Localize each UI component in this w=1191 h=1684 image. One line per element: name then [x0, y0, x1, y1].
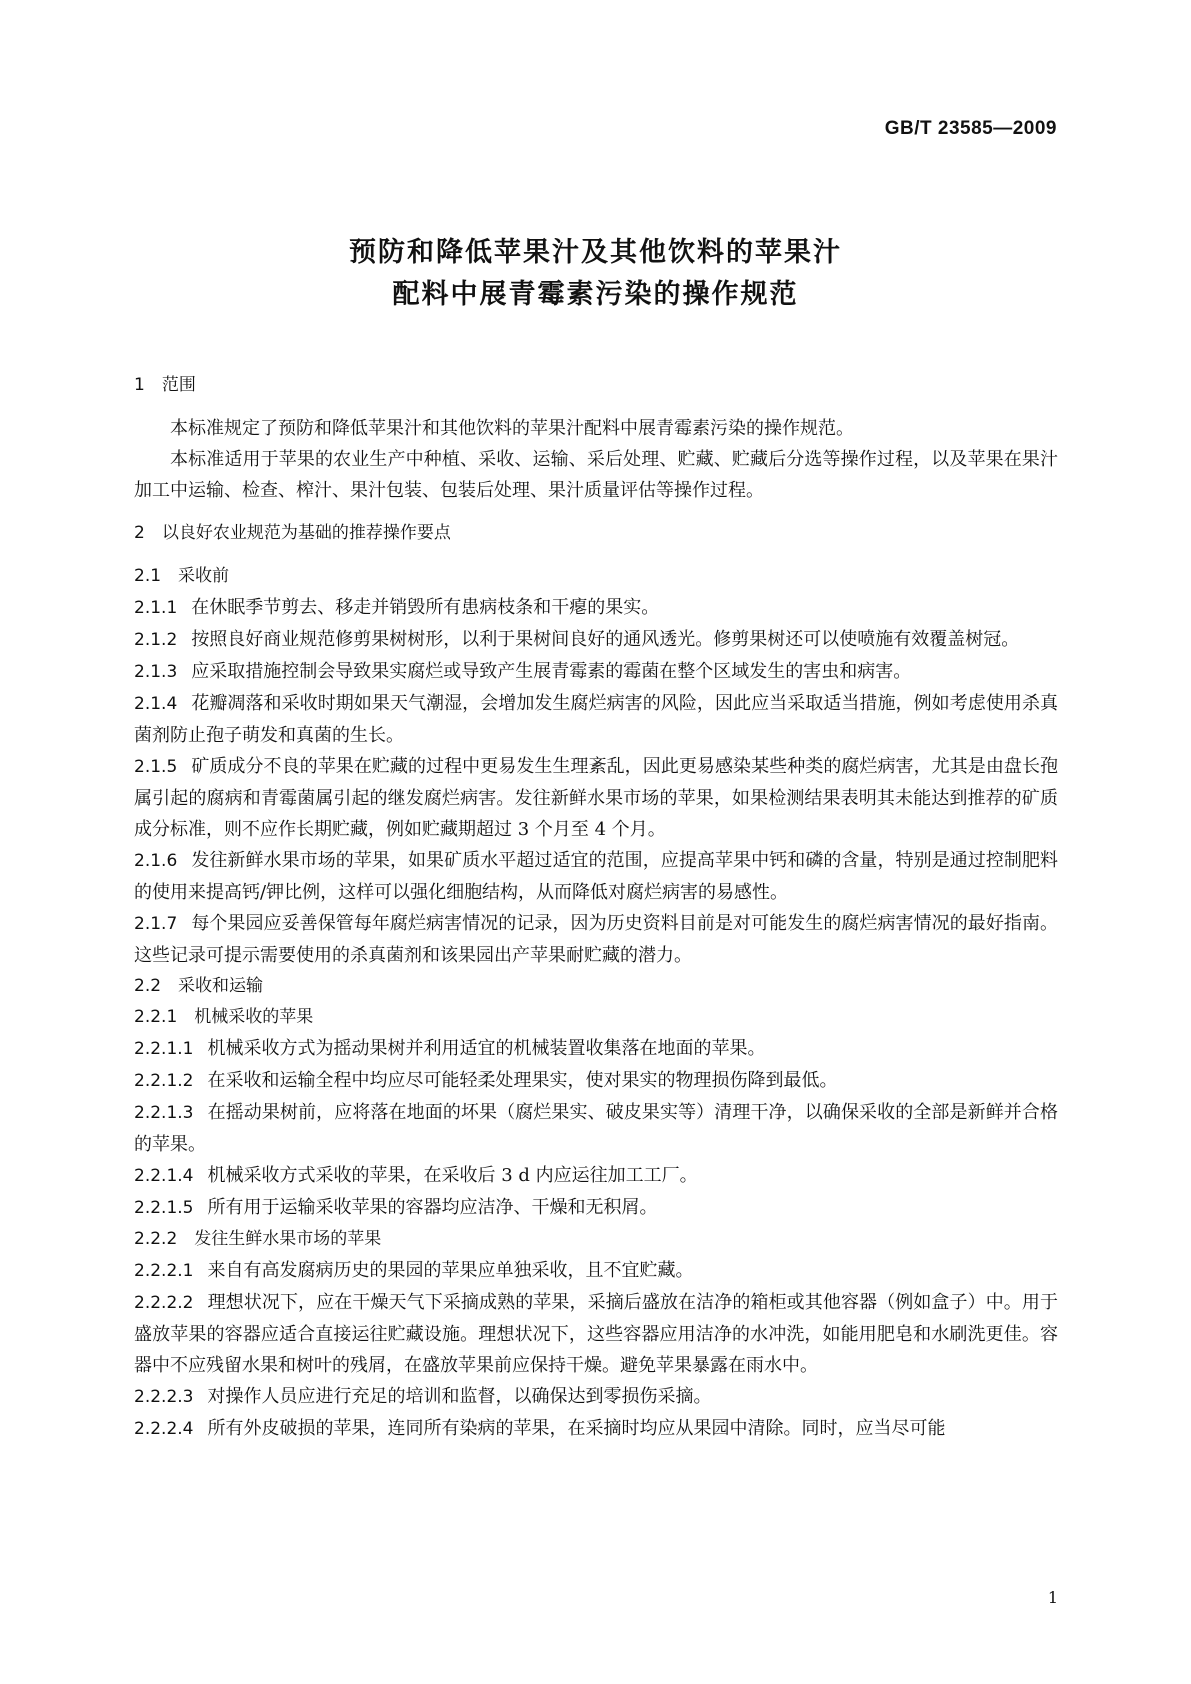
section-1-heading: 1 范围	[134, 375, 196, 395]
section-2-2-1-heading: 2.2.1 机械采收的苹果	[134, 1007, 314, 1027]
clause-number: 2.1.6	[134, 851, 178, 871]
clause	[134, 845, 1058, 908]
clause	[134, 624, 1058, 656]
clause-text: 来自有高发腐病历史的果园的苹果应单独采收，且不宜贮藏。	[207, 1260, 694, 1281]
clause-number: 2.2.1.2	[134, 1071, 194, 1091]
clause-number: 2.2.1.5	[134, 1198, 194, 1218]
clause-text: 每个果园应妥善保管每年腐烂病害情况的记录，因为历史资料目前是对可能发生的腐烂病害情况的最好指南。这些记录可提示需要使用的杀真菌剂和该果园出产苹果耐贮藏的潜力。	[134, 913, 1058, 966]
clause	[134, 1255, 1058, 1287]
document-title	[0, 232, 1191, 316]
page-number: 1	[1047, 1588, 1058, 1607]
section-2-2-heading: 2.2 采收和运输	[134, 976, 264, 996]
paragraph: 本标准适用于苹果的农业生产中种植、采收、运输、采后处理、贮藏、贮藏后分选等操作过程，以及苹果在果汁加工中运输、检查、榨汁、果汁包装、包装后处理、果汁质量评估等操作过程。	[134, 449, 1058, 501]
clause-number: 2.2.1.1	[134, 1039, 194, 1059]
clause	[134, 1192, 1058, 1224]
paragraph: 本标准规定了预防和降低苹果汁和其他饮料的苹果汁配料中展青霉素污染的操作规范。	[170, 418, 854, 439]
section-2-2-2-heading: 2.2.2 发往生鲜水果市场的苹果	[134, 1229, 382, 1249]
clause	[134, 751, 1058, 845]
clause-text: 矿质成分不良的苹果在贮藏的过程中更易发生生理紊乱，因此更易感染某些种类的腐烂病害，尤其是由盘长孢属引起的腐病和青霉菌属引起的继发腐烂病害。发往新鲜水果市场的苹果，如果检测结果表明其未能达到推荐的矿质成分标准，则不应作长期贮藏，例如贮藏期超过 3 个月至 4 个月。	[134, 756, 1058, 840]
clause-number: 2.2.1.4	[134, 1166, 194, 1186]
clause	[134, 1097, 1058, 1160]
clause-text: 所有外皮破损的苹果，连同所有染病的苹果，在采摘时均应从果园中清除。同时，应当尽可能	[207, 1418, 946, 1439]
clause-number: 2.2.2.1	[134, 1261, 194, 1281]
clause-number: 2.2.2.4	[134, 1419, 194, 1439]
document-body	[134, 370, 1058, 1445]
clause-text: 所有用于运输采收苹果的容器均应洁净、干燥和无积屑。	[207, 1197, 658, 1218]
clause	[134, 1065, 1058, 1097]
clause-text: 在摇动果树前，应将落在地面的坏果（腐烂果实、破皮果实等）清理干净，以确保采收的全部是新鲜并合格的苹果。	[134, 1102, 1058, 1155]
clause	[134, 1381, 1058, 1413]
section-2-1-heading: 2.1 采收前	[134, 566, 230, 586]
clause-text: 在采收和运输全程中均应尽可能轻柔处理果实，使对果实的物理损伤降到最低。	[207, 1070, 838, 1091]
clause-number: 2.2.1.3	[134, 1103, 194, 1123]
clause-number: 2.2.2.2	[134, 1293, 194, 1313]
clause	[134, 688, 1058, 751]
clause-number: 2.1.2	[134, 630, 178, 650]
clause-text: 花瓣凋落和采收时期如果天气潮湿，会增加发生腐烂病害的风险，因此应当采取适当措施，例如考虑使用杀真菌剂防止孢子萌发和真菌的生长。	[134, 693, 1058, 746]
title-line-2: 配料中展青霉素污染的操作规范	[392, 279, 799, 310]
clause	[134, 1160, 1058, 1192]
clause-text: 机械采收方式为摇动果树并利用适宜的机械装置收集落在地面的苹果。	[207, 1038, 766, 1059]
clause	[134, 1033, 1058, 1065]
clause	[134, 1287, 1058, 1381]
clause-number: 2.1.5	[134, 757, 178, 777]
standard-code: GB/T 23585—2009	[884, 118, 1057, 139]
clause-number: 2.2.2.3	[134, 1387, 194, 1407]
clause-text: 发往新鲜水果市场的苹果，如果矿质水平超过适宜的范围，应提高苹果中钙和磷的含量，特别是通过控制肥料的使用来提高钙/钾比例，这样可以强化细胞结构，从而降低对腐烂病害的易感性。	[134, 850, 1058, 903]
clause-text: 机械采收方式采收的苹果，在采收后 3 d 内应运往加工工厂。	[207, 1165, 698, 1186]
clause-text: 应采取措施控制会导致果实腐烂或导致产生展青霉素的霉菌在整个区域发生的害虫和病害。	[191, 661, 912, 682]
clause-text: 按照良好商业规范修剪果树树形，以利于果树间良好的通风透光。修剪果树还可以使喷施有效覆盖树冠。	[191, 629, 1020, 650]
clause	[134, 592, 1058, 624]
clause-number: 2.1.7	[134, 914, 178, 934]
clause-text: 对操作人员应进行充足的培训和监督，以确保达到零损伤采摘。	[207, 1386, 712, 1407]
title-line-1: 预防和降低苹果汁及其他饮料的苹果汁	[349, 237, 842, 268]
section-2-heading: 2 以良好农业规范为基础的推荐操作要点	[134, 523, 451, 543]
clause-number: 2.1.1	[134, 598, 178, 618]
clause	[134, 908, 1058, 971]
clause-text: 在休眠季节剪去、移走并销毁所有患病枝条和干瘪的果实。	[191, 597, 660, 618]
clause-text: 理想状况下，应在干燥天气下采摘成熟的苹果，采摘后盛放在洁净的箱柜或其他容器（例如盒子）中。用于盛放苹果的容器应适合直接运往贮藏设施。理想状况下，这些容器应用洁净的水冲洗，如能用肥皂和水刷洗更佳。容器中不应残留水果和树叶的残屑，在盛放苹果前应保持干燥。避免苹果暴露在雨水中。	[134, 1292, 1058, 1376]
clause	[134, 656, 1058, 688]
clause	[134, 1413, 1058, 1445]
clause-number: 2.1.3	[134, 662, 178, 682]
clause-number: 2.1.4	[134, 694, 178, 714]
